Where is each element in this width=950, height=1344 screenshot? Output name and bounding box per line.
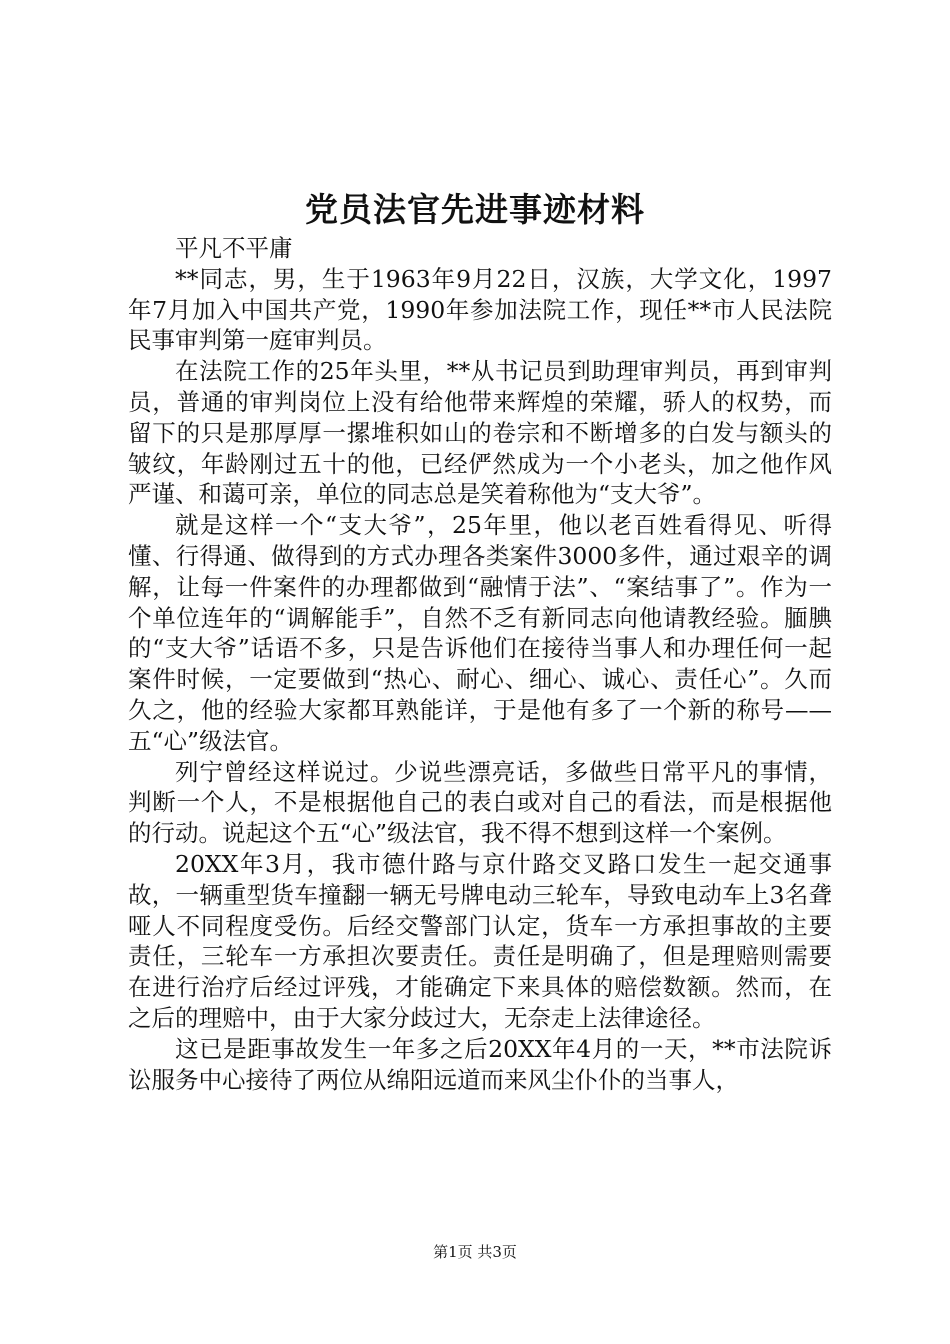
paragraph: 列宁曾经这样说过。少说些漂亮话，多做些日常平凡的事情，判断一个人，不是根据他自己的表白或对自己的看法，而是根据他的行动。说起这个五“心”级法官，我不得不想到这样一个案例。 <box>128 757 832 848</box>
page-footer: 第1页 共3页 <box>433 1243 517 1261</box>
paragraph: 20XX年3月，我市德什路与京什路交叉路口发生一起交通事故，一辆重型货车撞翻一辆无号牌电动三轮车，导致电动车上3名聋哑人不同程度受伤。后经交警部门认定，货车一方承担事故的主要责任，三轮车一方承担次要责任。责任是明确了，但是理赔则需要在进行治疗后经过评残，才能确定下来具体的赔偿数额。然而，在之后的理赔中，由于大家分歧过大，无奈走上法律途径。 <box>128 849 832 1032</box>
paragraph: 在法院工作的25年头里，**从书记员到助理审判员，再到审判员，普通的审判岗位上没有给他带来辉煌的荣耀，骄人的权势，而留下的只是那厚厚一摞堆积如山的卷宗和不断增多的白发与额头的皱纹，年龄刚过五十的他，已经俨然成为一个小老头，加之他作风严谨、和蔼可亲，单位的同志总是笑着称他为“支大爷”。 <box>128 357 832 509</box>
paragraph: 就是这样一个“支大爷”，25年里，他以老百姓看得见、听得懂、行得通、做得到的方式办理各类案件3000多件，通过艰辛的调解，让每一件案件的办理都做到“融情于法”、“案结事了”。作为一个单位连年的“调解能手”，自然不乏有新同志向他请教经验。腼腆的“支大爷”话语不多，只是告诉他们在接待当事人和办理任何一起案件时候，一定要做到“热心、耐心、细心、诚心、责任心”。久而久之，他的经验大家都耳熟能详，于是他有多了一个新的称号——五“心”级法官。 <box>128 511 832 755</box>
paragraph: 这已是距事故发生一年多之后20XX年4月的一天，**市法院诉讼服务中心接待了两位从绵阳远道而来风尘仆仆的当事人， <box>128 1034 832 1094</box>
paragraph: **同志，男，生于1963年9月22日，汉族，大学文化，1997年7月加入中国共产党，1990年参加法院工作，现任**市人民法院民事审判第一庭审判员。 <box>128 264 832 355</box>
document-body <box>128 233 832 1095</box>
subtitle: 平凡不平庸 <box>175 234 293 262</box>
document-title: 党员法官先进事迹材料 <box>305 190 645 229</box>
